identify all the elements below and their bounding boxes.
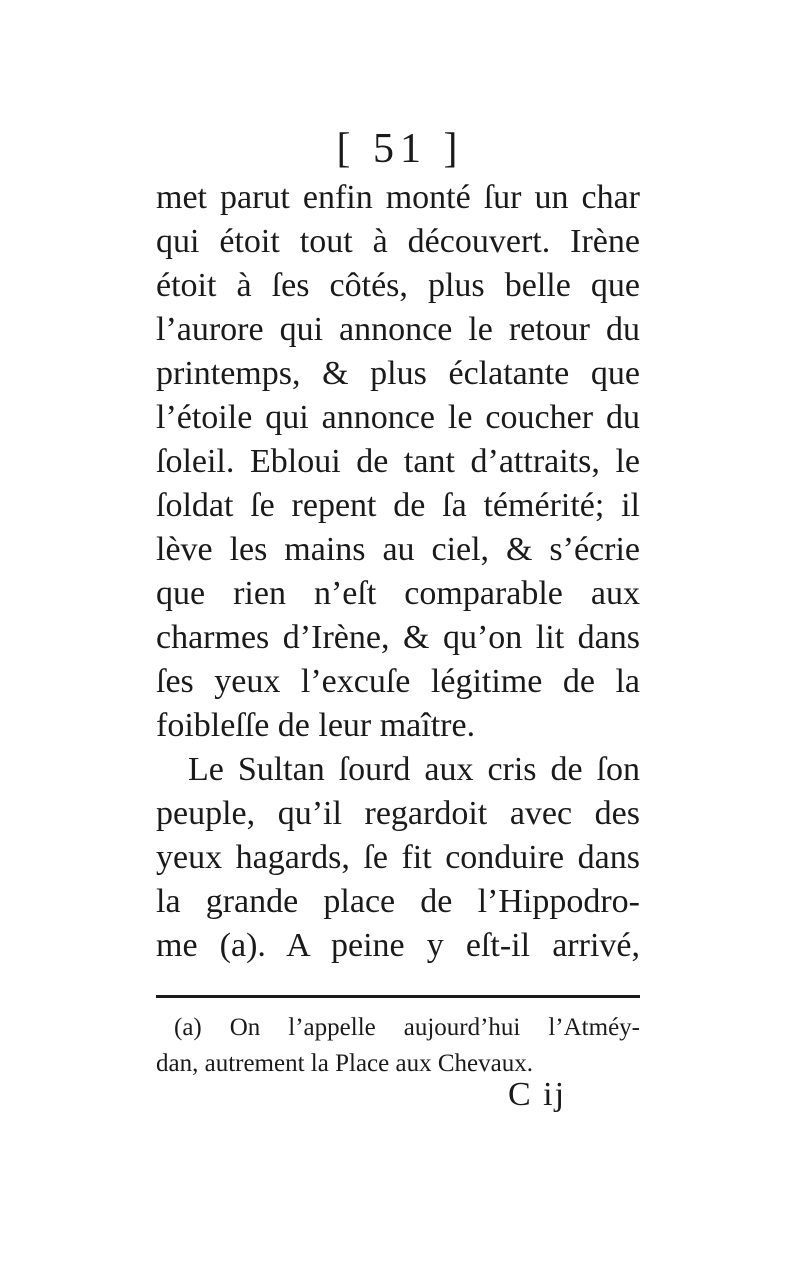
text-line: l’étoile qui annonce le coucher du xyxy=(156,399,640,436)
footnote-line: dan, autrement la Place aux Chevaux. xyxy=(156,1050,533,1077)
text-line: foibleſſe de leur maître. xyxy=(156,707,476,744)
text-line: que rien n’eſt comparable aux xyxy=(156,575,640,612)
text-line: met parut enfin monté ſur un char xyxy=(156,179,640,216)
text-line: yeux hagards, ſe fit conduire dans xyxy=(156,839,640,876)
text-line: étoit à ſes côtés, plus belle que xyxy=(156,267,640,304)
text-line: ſoldat ſe repent de ſa témérité; il xyxy=(156,487,640,524)
text-line: ſoleil. Ebloui de tant d’attraits, le xyxy=(156,443,640,480)
text-line: peuple, qu’il regardoit avec des xyxy=(156,795,640,832)
text-line: Le Sultan ſourd aux cris de ſon xyxy=(188,751,640,788)
footnote-line: (a) On l’appelle aujourd’hui l’Atméy- xyxy=(174,1014,640,1041)
text-line: charmes d’Irène, & qu’on lit dans xyxy=(156,619,640,656)
text-line: la grande place de l’Hippodro- xyxy=(156,883,640,920)
text-line: lève les mains au ciel, & s’écrie xyxy=(156,531,640,568)
text-line: l’aurore qui annonce le retour du xyxy=(156,311,640,348)
signature-mark: C ij xyxy=(508,1076,567,1113)
footnote xyxy=(156,1010,640,1082)
text-line: qui étoit tout à découvert. Irène xyxy=(156,223,640,260)
footnote-rule xyxy=(156,995,640,998)
text-line: printemps, & plus éclatante que xyxy=(156,355,640,392)
page-number: [ 51 ] xyxy=(336,126,464,172)
text-line: me (a). A peine y eſt-il arrivé, xyxy=(156,927,640,964)
text-line: ſes yeux l’excuſe légitime de la xyxy=(156,663,640,700)
body-text xyxy=(156,176,640,968)
